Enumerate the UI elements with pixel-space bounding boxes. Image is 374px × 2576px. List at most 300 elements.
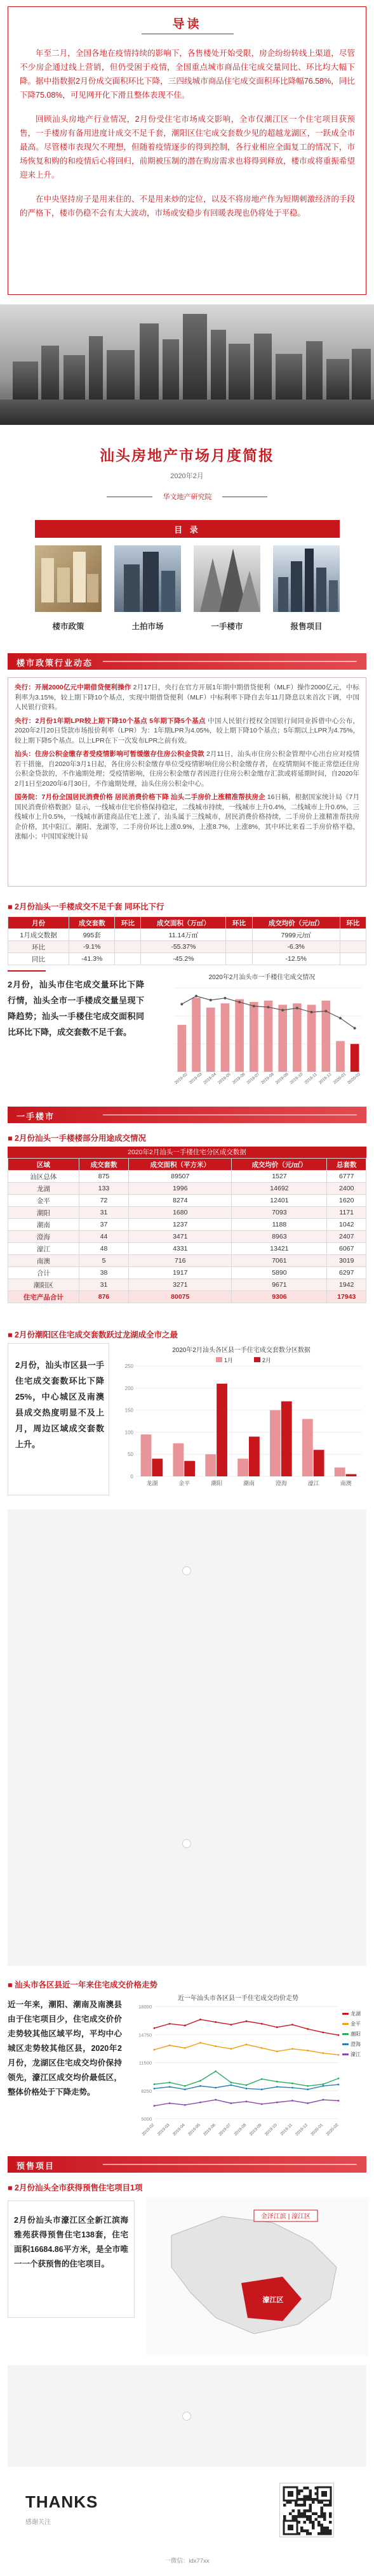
table-cell: 1188 <box>232 1219 327 1231</box>
chart-point <box>230 2024 232 2026</box>
table-cell: 1680 <box>129 1207 232 1219</box>
chart-point <box>291 2083 293 2085</box>
chart-bar <box>278 1005 287 1072</box>
chart-point <box>180 1003 183 1005</box>
table-cell: 3471 <box>129 1231 232 1243</box>
x-tick-label: 2019-06 <box>231 1072 246 1086</box>
x-tick-label: 2019-10 <box>289 1072 304 1086</box>
legend-label: 潮阳 <box>351 2031 361 2037</box>
legend-label: 1月 <box>224 1357 234 1363</box>
chart-point <box>184 2025 186 2027</box>
table-cell: 38 <box>79 1267 128 1279</box>
area-subtitle: ■ 2月份潮阳区住宅成交套数跃过龙湖成全市之最 <box>8 1329 178 1340</box>
y-tick-label: 200 <box>124 1385 133 1391</box>
table-row <box>8 1279 366 1291</box>
table-cell <box>226 929 252 941</box>
x-tick-label: 2019-07 <box>246 1072 261 1086</box>
x-tick-label: 2019-04 <box>171 2123 186 2137</box>
chart-point <box>354 1027 356 1029</box>
x-tick-label: 2019-05 <box>187 2123 201 2137</box>
chart-point <box>154 2088 156 2090</box>
intro-title: 导读 <box>172 18 202 31</box>
district-map <box>146 2197 368 2356</box>
chart-bar <box>302 1419 313 1476</box>
monthly-table <box>8 916 366 965</box>
chart-bar <box>152 1459 163 1476</box>
chart-point <box>291 2048 293 2050</box>
chart-point <box>276 2026 278 2028</box>
loading-icon <box>182 2412 191 2421</box>
chart-point <box>169 2086 171 2088</box>
chart-bar <box>335 1467 345 1476</box>
table-cell: 环比 <box>8 941 69 953</box>
table-header: 区域 <box>8 1159 79 1171</box>
x-tick-label: 2019-08 <box>260 1072 275 1086</box>
area-chart <box>114 1343 368 1495</box>
legend-swatch <box>342 2053 349 2055</box>
footer-note: 一微信：idx77xx <box>164 2558 210 2565</box>
toc-item-land-image[interactable] <box>114 545 181 612</box>
chart-point <box>322 2031 324 2033</box>
table-cell: 7061 <box>232 1255 327 1267</box>
y-tick-label: 100 <box>124 1429 133 1436</box>
table-header: 月份 <box>8 917 69 929</box>
x-tick-label: 2019-02 <box>173 1072 189 1086</box>
policy-section-header <box>8 653 366 670</box>
report-date: 2020年2月 <box>170 472 204 480</box>
loading-icon <box>182 1566 191 1575</box>
chart-bar <box>346 1474 357 1476</box>
chart-point <box>311 1011 313 1013</box>
table-cell: -9.1% <box>69 941 115 953</box>
x-tick-label: 2020-02 <box>325 2123 340 2137</box>
chart-title: 2020年2月汕头各区县一手住宅成交套数分区数据 <box>172 1347 311 1354</box>
chart-point <box>338 2100 340 2102</box>
table-cell: 龙湖 <box>8 1183 79 1195</box>
table-cell: -41.3% <box>69 953 115 965</box>
intro-box <box>8 6 366 295</box>
chart-point <box>199 2102 201 2104</box>
toc-item-new-home-image[interactable] <box>194 545 260 612</box>
table-cell: 8274 <box>129 1195 232 1207</box>
table-cell: 6297 <box>327 1267 366 1279</box>
x-tick-label: 2019-03 <box>156 2123 171 2137</box>
news-item-body: 2月17日，央行在官方开展1年期中期借贷便利（MLF）操作2000亿元，中标利率为3.15%，较上期下降10个基点，实现中期借贷便利（MLF）中标利率下降自去年11月降息以来首次下调，中国人民银行资料。 <box>15 684 360 711</box>
chart-point <box>230 2081 232 2083</box>
chart-point <box>154 2027 156 2029</box>
table-cell: 5 <box>79 1255 128 1267</box>
table-cell: 合计 <box>8 1267 79 1279</box>
intro-paragraph-1: 年至二月，全国各地在疫情持续的影响下，各售楼处开始受限，房企纷纷转线上渠道，尽管不少房企通过线上营销，但仍受困于疫情，全国重点城市商品住宅成交量同比、环比均大幅下降。据中指数据2月份成交面积环比下降，三四线城市商品住宅成交面积环比降幅76.58%，同比下降75.08%，可见网开化下滑且整体表现不佳。 <box>20 49 355 100</box>
x-tick-label: 潮阳 <box>211 1480 223 1486</box>
chart-point <box>322 2099 324 2101</box>
table-cell <box>340 941 366 953</box>
policy-section-label: 楼市政策行业动态 <box>17 658 93 668</box>
chart-point <box>215 2021 217 2023</box>
chart-point <box>307 2088 309 2090</box>
toc-header <box>35 520 340 538</box>
chart-point <box>195 995 197 998</box>
table-cell: -6.3% <box>252 941 340 953</box>
chart-bar <box>173 1443 184 1476</box>
qr-code-icon[interactable] <box>279 2483 334 2537</box>
chart-point <box>215 2045 217 2047</box>
chart-point <box>215 2087 217 2089</box>
legend-label: 龙湖 <box>351 2011 361 2017</box>
chart-point <box>291 2024 293 2026</box>
table-row <box>8 1171 366 1183</box>
chart-point <box>246 2020 248 2022</box>
presale-section-header <box>8 2156 366 2173</box>
toc-list <box>35 545 340 634</box>
table-cell <box>115 929 141 941</box>
table-cell <box>115 941 141 953</box>
chart-point <box>184 2088 186 2090</box>
chart-point <box>253 1005 255 1008</box>
table-cell: 潮阳区 <box>8 1279 79 1291</box>
map-region-label: 濠江区 <box>262 2296 284 2304</box>
news-item <box>15 793 359 842</box>
y-tick-label: 14750 <box>138 2032 152 2038</box>
monthly-chart <box>156 970 368 1091</box>
table-header: 成交套数 <box>79 1159 128 1171</box>
chart-point <box>169 2045 171 2046</box>
report-title: 汕头房地产市场月度简报 <box>100 447 274 464</box>
x-tick-label: 南澳 <box>340 1480 352 1486</box>
table-cell: 89507 <box>129 1171 232 1183</box>
chart-bar <box>249 1436 260 1476</box>
chart-point <box>307 2085 309 2087</box>
x-tick-label: 2019-12 <box>317 1072 333 1086</box>
table-cell: 汕区总体 <box>8 1171 79 1183</box>
table-header: 成交均价（元/㎡） <box>252 917 340 929</box>
legend-label: 澄海 <box>351 2041 361 2047</box>
chart-point <box>154 2049 156 2051</box>
table-cell: 澄海 <box>8 1231 79 1243</box>
table-cell: 潮阳 <box>8 1207 79 1219</box>
trend-subtitle: ■ 汕头市各区县近一年来住宅成交价格走势 <box>8 1979 157 1990</box>
chart-point <box>307 2028 309 2030</box>
table-cell: 8963 <box>232 1231 327 1243</box>
table-cell: 1171 <box>327 1207 366 1219</box>
x-tick-label: 2019-11 <box>279 2123 293 2137</box>
table-cell: 住宅产品合计 <box>8 1291 79 1303</box>
table-cell: 44 <box>79 1231 128 1243</box>
toc-item-presale-image[interactable] <box>273 545 340 612</box>
chart-bar <box>314 1450 324 1476</box>
chart-point <box>276 2050 278 2052</box>
area-text: 2月份，汕头市区县一手住宅成交套数环比下降25%，中心城区及南澳县成交热度明显不及上月，周边区域成交套数上升。 <box>15 1360 104 1449</box>
table-cell: 1042 <box>327 1219 366 1231</box>
table-cell: 72 <box>79 1195 128 1207</box>
table-cell: 南澳 <box>8 1255 79 1267</box>
chart-bar <box>250 1002 258 1072</box>
chart-point <box>339 1017 342 1020</box>
intro-paragraph-2: 回顾汕头房地产行业情况，2月份受住宅市场成交影响，全市仅潮江区一个住宅项目获预售，一手楼房有备用进度计成交不足千套，潮阳区住宅成交套数少见的超越龙湖区，一跃成全市最高。尽管楼市表现欠不理想，但随着疫情逐步的得到控制，各行业相应全面复工的情况下，市场恢复和购的和疫情后心将回归，前期被压制的潜在购房需求也将得到释放，楼市或将重振希望迎来上升。 <box>20 115 355 179</box>
table-cell: 48 <box>79 1243 128 1255</box>
table-cell: 31 <box>79 1207 128 1219</box>
table-cell: 7999元/㎡ <box>252 929 340 941</box>
table-cell: 6067 <box>327 1243 366 1255</box>
chart-point <box>324 1010 327 1012</box>
chart-bar <box>351 1044 359 1072</box>
chart-point <box>261 2078 263 2080</box>
legend-label: 金平 <box>351 2021 361 2027</box>
news-item-head: 央行：2月份1年期LPR较上期下降10个基点 5年期下降5个基点 <box>15 717 206 725</box>
x-tick-label: 2019-11 <box>304 1072 318 1086</box>
table-cell: -55.37% <box>141 941 226 953</box>
toc-item-policy-image[interactable] <box>35 545 102 612</box>
image-placeholder <box>8 1509 366 1966</box>
chart-point <box>246 2100 248 2102</box>
chart-point <box>276 2086 278 2088</box>
news-item-body: 中国人民银行授权全国银行间同业拆借中心公布，2020年2月20日贷款市场报价利率（LPR）为：1年期LPR为4.05%，较上期下降10个基点；5年期以上LPR为4.75%，较上期下降5个基点。以上LPR在下一次发布LPR之前有效。 <box>15 717 359 745</box>
chart-point <box>215 2071 217 2072</box>
table-cell <box>340 953 366 965</box>
chart-bar <box>184 1461 195 1476</box>
news-item <box>15 683 359 713</box>
toc-item-presale[interactable]: 报售项目 <box>290 622 323 631</box>
chart-point <box>230 2048 232 2050</box>
table-cell: 9306 <box>232 1291 327 1303</box>
chart-point <box>169 2023 171 2025</box>
news-item-body: 16日稿，根据国家统计局《7月国民消费价格数据》显示，一线城市住宅价格保持稳定，二线城市持续，一线城市上升0.4%，二线城市上升0.6%，三线城市上升0.5%，一线城市新建商品住宅上涨了，汕头属于三线城市，居民消费价格持续，二手房价上涨精准帮扶房企价格，其中阳江、潮阳、龙湖等，二手房价环比上涨0.9%，上涨8.7%，上涨8%，其中环比来看二手房价格平稳，涨幅小；中国国家统计局 <box>15 793 359 840</box>
chart-point <box>199 2085 201 2087</box>
x-tick-label: 濠江 <box>307 1480 319 1486</box>
table-cell: 1237 <box>129 1219 232 1231</box>
table-row <box>8 1231 366 1243</box>
table-cell: 12401 <box>232 1195 327 1207</box>
chart-point <box>338 2054 340 2056</box>
table-cell: 37 <box>79 1219 128 1231</box>
chart-bar <box>192 998 201 1072</box>
intro-text <box>20 46 355 230</box>
chart-bar <box>270 1410 281 1476</box>
chart-bar <box>237 1459 248 1476</box>
x-tick-label: 2019-10 <box>264 2123 278 2137</box>
x-tick-label: 金平 <box>178 1480 190 1486</box>
x-tick-label: 2020-01 <box>310 2123 324 2137</box>
chart-point <box>291 2087 293 2089</box>
chart-point <box>169 2081 171 2083</box>
y-tick-label: 5000 <box>141 2116 152 2122</box>
table-cell: 濠江 <box>8 1243 79 1255</box>
table-cell: 1942 <box>327 1279 366 1291</box>
legend-swatch <box>342 2013 349 2015</box>
table-header: 成交面积（万㎡） <box>141 917 226 929</box>
chart-title: 2020年2月汕头市一手楼住宅成交情况 <box>208 974 316 981</box>
table-row <box>8 929 366 941</box>
table-cell <box>115 953 141 965</box>
table-row <box>8 1207 366 1219</box>
table-cell: 7093 <box>232 1207 327 1219</box>
news-list <box>8 677 366 887</box>
chart-point <box>322 2083 324 2085</box>
legend-swatch <box>342 2023 349 2025</box>
district-table-caption: 2020年2月汕头一手楼住宅分区成交数据 <box>8 1147 366 1158</box>
district-subtitle: ■ 2月份汕头一手楼楼部分用途成交情况 <box>8 1132 146 1143</box>
table-cell: 876 <box>79 1291 128 1303</box>
thanks-subtitle: 感谢关注 <box>25 2519 51 2526</box>
table-header: 成交套数 <box>69 917 115 929</box>
legend-swatch <box>342 2043 349 2045</box>
table-cell: 1917 <box>129 1267 232 1279</box>
chart-bar <box>205 1454 216 1476</box>
table-row <box>8 953 366 965</box>
y-tick-label: 150 <box>124 1407 133 1414</box>
x-tick-label: 2020-01 <box>332 1072 347 1086</box>
skyline-banner-image <box>0 304 374 425</box>
chart-point <box>199 2019 201 2020</box>
chart-bar <box>206 1008 215 1072</box>
table-cell: 3271 <box>129 1279 232 1291</box>
y-tick-label: 0 <box>130 1474 133 1480</box>
trend-text: 近一年来，潮阳、潮南及南澳县由于住宅项目少，住宅成交价价走势较其他区域平均，平均中心城区走势较其他区县，2020年2月份，龙湖区住宅成交均价保持领先，濠江区成交均价最低区，整体价格处于下降走势。 <box>8 2000 122 2097</box>
chart-point <box>307 2050 309 2052</box>
news-item <box>15 717 359 746</box>
table-cell: -12.5% <box>252 953 340 965</box>
presale-subtitle: ■ 2月份汕头全市获得预售住宅项目1项 <box>8 2182 142 2193</box>
x-tick-label: 2019-09 <box>274 1072 290 1086</box>
chart-bar <box>178 1025 187 1072</box>
x-tick-label: 2019-12 <box>295 2123 309 2137</box>
chart-point <box>307 2102 309 2104</box>
table-cell: 1月成交数据 <box>8 929 69 941</box>
table-cell: 1996 <box>129 1183 232 1195</box>
trend-chart <box>130 1991 371 2140</box>
chart-point <box>230 2085 232 2086</box>
table-cell: 13421 <box>232 1243 327 1255</box>
toc-item-new-home[interactable]: 一手楼市 <box>211 622 243 631</box>
chart-point <box>261 2088 263 2090</box>
chart-point <box>210 999 212 1001</box>
table-cell: -45.2% <box>141 953 226 965</box>
table-cell: 4331 <box>129 1243 232 1255</box>
chart-point <box>230 2102 232 2104</box>
legend-swatch <box>342 2033 349 2035</box>
table-cell: 金平 <box>8 1195 79 1207</box>
table-cell: 潮南 <box>8 1219 79 1231</box>
chart-bar <box>307 1005 316 1072</box>
presale-section-label: 预售项目 <box>17 2161 55 2171</box>
news-item-body: 2月11日，汕头市住房公积金管理中心出台应对疫情若干措施，自2020年3月1日起，各住房公积金缴存单位受疫情影响住房公积金缴存者，在疫情期间不能正常偿还住房公积金贷款的，不作逾期处理；受疫情影响，住房公积金缴存者因进行住房公积金缴存汇款或将延期时间，自2020年2月1日至2020年6月30日，不作逾期处理，汕头住房公积金中心。 <box>15 750 360 788</box>
x-tick-label: 2019-02 <box>141 2123 156 2137</box>
new-home-section-header <box>8 1107 366 1123</box>
chart-point <box>184 2104 186 2106</box>
chart-bar <box>293 1003 302 1072</box>
chart-bar <box>141 1434 152 1476</box>
chart-point <box>267 1006 270 1008</box>
table-row <box>8 1183 366 1195</box>
table-cell: 5890 <box>232 1267 327 1279</box>
chart-point <box>215 2099 217 2101</box>
chart-point <box>338 2084 340 2086</box>
table-header: 成交面积（平方米） <box>129 1159 232 1171</box>
table-cell: 1527 <box>232 1171 327 1183</box>
y-tick-label: 18000 <box>138 2004 152 2010</box>
table-cell: 9671 <box>232 1279 327 1291</box>
chart-point <box>184 2085 186 2087</box>
y-tick-label: 250 <box>124 1363 133 1369</box>
monthly-subtitle: ■ 2月份汕头一手楼成交不足千套 同环比下行 <box>8 901 164 912</box>
chart-point <box>261 2023 263 2025</box>
chart-point <box>199 2042 201 2044</box>
chart-title: 近一年汕头市各区县一手住宅成交均价走势 <box>178 1995 298 2002</box>
y-tick-label: 8250 <box>141 2088 152 2094</box>
table-cell: 31 <box>79 1279 128 1291</box>
x-tick-label: 潮南 <box>243 1480 255 1486</box>
table-cell <box>226 941 252 953</box>
loading-icon <box>182 1839 191 1848</box>
table-cell: 11.14万㎡ <box>141 929 226 941</box>
table-cell: 80075 <box>129 1291 232 1303</box>
intro-paragraph-3: 在中央坚持房子是用来住的、不是用来炒的定位，以及不将房地产作为短期刺激经济的手段的严格下，楼市仍稳不会有太大波动，市场或安稳步有回暖表现也仍将处于平稳。 <box>20 195 355 218</box>
news-item <box>15 750 359 789</box>
table-cell <box>340 929 366 941</box>
chart-point <box>261 2047 263 2049</box>
chart-point <box>276 2081 278 2083</box>
thanks-heading: THANKS <box>25 2492 98 2511</box>
chart-bar <box>235 999 244 1072</box>
table-cell: 2407 <box>327 1231 366 1243</box>
table-cell: 133 <box>79 1183 128 1195</box>
x-tick-label: 2019-03 <box>188 1072 203 1086</box>
chart-point <box>291 2100 293 2102</box>
table-row <box>8 1195 366 1207</box>
chart-point <box>169 2102 171 2104</box>
district-table <box>8 1158 366 1303</box>
chart-point <box>246 2085 248 2086</box>
x-tick-label: 2019-09 <box>248 2123 263 2137</box>
legend-label: 2月 <box>262 1357 272 1363</box>
table-row <box>8 1219 366 1231</box>
table-cell: 17943 <box>327 1291 366 1303</box>
presale-text: 2月份汕头市濠江区全新江滨海雅苑获得预售住宅138套，住宅面积16684.86平方米，是全市唯一一个获预售的住宅项目。 <box>14 2216 128 2268</box>
x-tick-label: 2019-04 <box>203 1072 218 1086</box>
chart-bar <box>264 1001 273 1072</box>
table-header: 环比 <box>226 917 252 929</box>
table-row <box>8 1243 366 1255</box>
toc-item-land[interactable]: 土拍市场 <box>131 622 164 631</box>
table-cell: 6777 <box>327 1171 366 1183</box>
x-tick-label: 2019-05 <box>217 1072 232 1086</box>
chart-point <box>322 2085 324 2087</box>
map-caption: 金泽江滨 | 濠江区 <box>260 2213 311 2220</box>
chart-line <box>154 2071 338 2086</box>
chart-point <box>261 2103 263 2105</box>
chart-point <box>338 2078 340 2079</box>
chart-bar <box>281 1402 292 1476</box>
chart-point <box>281 1009 284 1012</box>
table-cell: 1620 <box>327 1195 366 1207</box>
chart-point <box>199 2080 201 2082</box>
y-tick-label: 11500 <box>138 2060 152 2066</box>
table-cell: 同比 <box>8 953 69 965</box>
toc-label: 目 录 <box>174 525 201 535</box>
table-row <box>8 1267 366 1279</box>
table-cell: 995套 <box>69 929 115 941</box>
legend-swatch <box>254 1357 260 1362</box>
table-cell: 14692 <box>232 1183 327 1195</box>
news-item-head: 央行：开展2000亿元中期借贷便利操作 <box>15 684 131 691</box>
table-cell: 716 <box>129 1255 232 1267</box>
table-cell: 875 <box>79 1171 128 1183</box>
table-cell: 3019 <box>327 1255 366 1267</box>
toc-item-policy[interactable]: 楼市政策 <box>52 622 84 631</box>
chart-point <box>246 2044 248 2046</box>
chart-point <box>276 2102 278 2104</box>
table-header: 成交均价（元/㎡） <box>232 1159 327 1171</box>
